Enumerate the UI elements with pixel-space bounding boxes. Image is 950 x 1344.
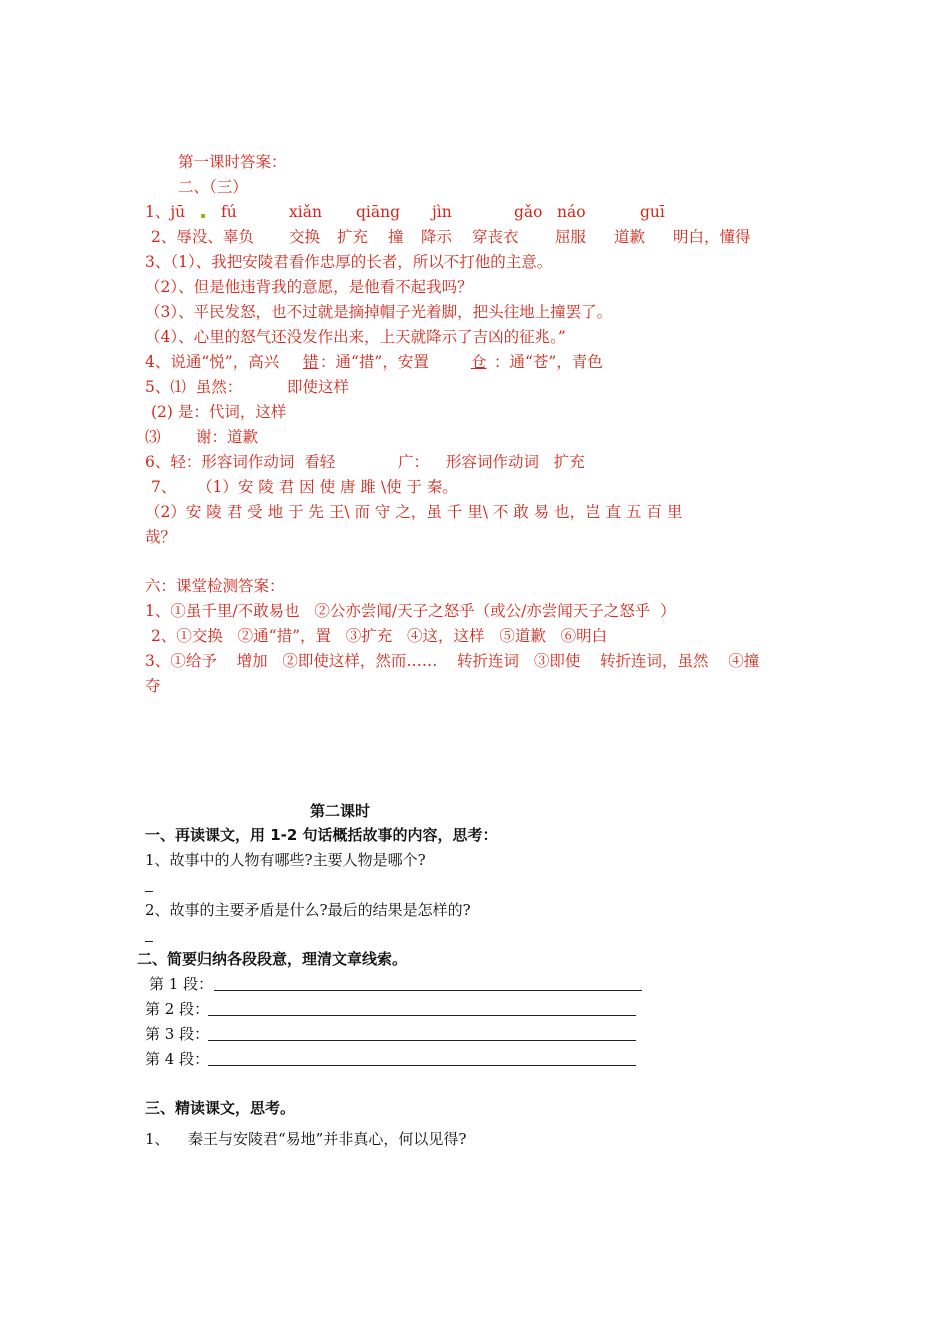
q3-line-4: （4）、心里的怒气还没发作出来，上天就降示了吉凶的征兆。” — [145, 328, 566, 346]
q7-number: 7、 — [151, 478, 177, 496]
q3-line-1: 3、（1）、我把安陵君看作忠厚的长者，所以不打他的主意。 — [145, 253, 553, 271]
q5-line-1b: 即使这样 — [287, 378, 350, 396]
part1-question-1: 1、故事中的人物有哪些?主要人物是哪个? — [145, 851, 426, 869]
check-answers-title: 六：课堂检测答案： — [145, 577, 285, 595]
check-answer-3-end: 夺 — [145, 677, 161, 695]
q3-line-3: （3）、平民发怒，也不过就是摘掉帽子光着脚，把头往地上撞罢了。 — [145, 303, 613, 321]
vocab-1: 2、辱没、辜负 — [151, 228, 254, 246]
q5-line-3b: 谢：道歉 — [196, 428, 259, 446]
para-1-blank[interactable] — [214, 990, 642, 991]
para-label-3: 第 3 段： — [145, 1025, 210, 1043]
marker-dot — [201, 214, 205, 218]
pinyin-7: náo — [557, 203, 586, 221]
q7-line-1: （1）安 陵 君 因 使 唐 雎 \使 于 秦。 — [197, 478, 458, 496]
q5-line-1a: 5、⑴ 虽然： — [145, 378, 243, 396]
check-answer-1: 1、①虽千里/不敢易也 ②公亦尝闻/天子之怒乎（或公/亦尝闻天子之怒乎 ） — [145, 602, 676, 620]
part1-question-2: 2、故事的主要矛盾是什么?最后的结果是怎样的? — [145, 901, 471, 919]
section-heading: 二、（三） — [178, 178, 248, 196]
pinyin-4: qiāng — [356, 203, 401, 221]
check-answer-3: 3、①给予 增加 ②即使这样，然而…… 转折连词 ③即使 转折连词，虽然 ④撞 — [145, 652, 760, 670]
para-3-blank[interactable] — [208, 1040, 636, 1041]
pinyin-8: guī — [640, 203, 665, 221]
q7-line-2-end: 哉？ — [145, 528, 177, 546]
para-2-blank[interactable] — [208, 1015, 636, 1016]
q4-part-a: 4、说通“悦”，高兴 — [145, 353, 280, 371]
pinyin-3: xiǎn — [289, 203, 322, 221]
answers-title: 第一课时答案： — [178, 153, 287, 171]
para-4-blank[interactable] — [208, 1065, 636, 1066]
q6-part-c: 形容词作动词 扩充 — [446, 453, 585, 471]
q3-line-2: （2）、但是他违背我的意愿，是他看不起我吗？ — [145, 278, 473, 296]
para-label-2: 第 2 段： — [145, 1000, 210, 1018]
q7-line-2: （2）安 陵 君 受 地 于 先 王\ 而 守 之，虽 千 里\ 不 敢 易 也，岂 直 五 百 里 — [145, 503, 683, 521]
vocab-3: 扩充 — [337, 228, 369, 246]
vocab-2: 交换 — [289, 228, 321, 246]
part3-question-number: 1、 — [145, 1130, 170, 1148]
para-label-1: 第 1 段： — [149, 975, 214, 993]
vocab-6: 穿丧衣 — [472, 228, 519, 246]
part2-heading: 二、简要归纳各段段意，理清文章线索。 — [137, 950, 408, 968]
q4-part-b: ：通“措”，安置 — [320, 353, 429, 371]
part3-heading: 三、精读课文，思考。 — [145, 1099, 296, 1117]
check-answer-2: 2、①交换 ②通“措”，置 ③扩充 ④这，这样 ⑤道歉 ⑥明白 — [151, 627, 608, 645]
q5-line-3a: ⑶ — [145, 428, 161, 446]
answer-blank-1[interactable] — [145, 891, 153, 892]
vocab-4: 撞 — [388, 228, 404, 246]
q4-underlined-cuo: 错 — [303, 353, 319, 371]
pinyin-2: fú — [221, 203, 237, 221]
q5-line-2: (2) 是：代词，这样 — [151, 403, 287, 421]
part1-heading: 一、再读课文，用 1-2 句话概括故事的内容，思考： — [145, 826, 498, 844]
lesson2-title: 第二课时 — [310, 802, 371, 820]
q6-part-a: 6、轻：形容词作动词 看轻 — [145, 453, 336, 471]
answer-blank-2[interactable] — [145, 941, 153, 942]
vocab-9: 明白，懂得 — [673, 228, 751, 246]
q4-underlined-cang: 仓 — [471, 353, 487, 371]
vocab-8: 道歉 — [614, 228, 646, 246]
part3-question-1: 秦王与安陵君“易地”并非真心，何以见得? — [188, 1130, 467, 1148]
pinyin-1: 1、jū — [145, 203, 186, 221]
q4-part-c: ：通“苍”，青色 — [494, 353, 603, 371]
para-label-4: 第 4 段： — [145, 1050, 210, 1068]
vocab-7: 屈服 — [555, 228, 587, 246]
vocab-5: 降示 — [421, 228, 453, 246]
pinyin-6: gǎo — [514, 203, 543, 221]
q6-part-b: 广： — [398, 453, 430, 471]
pinyin-5: jìn — [432, 203, 452, 221]
